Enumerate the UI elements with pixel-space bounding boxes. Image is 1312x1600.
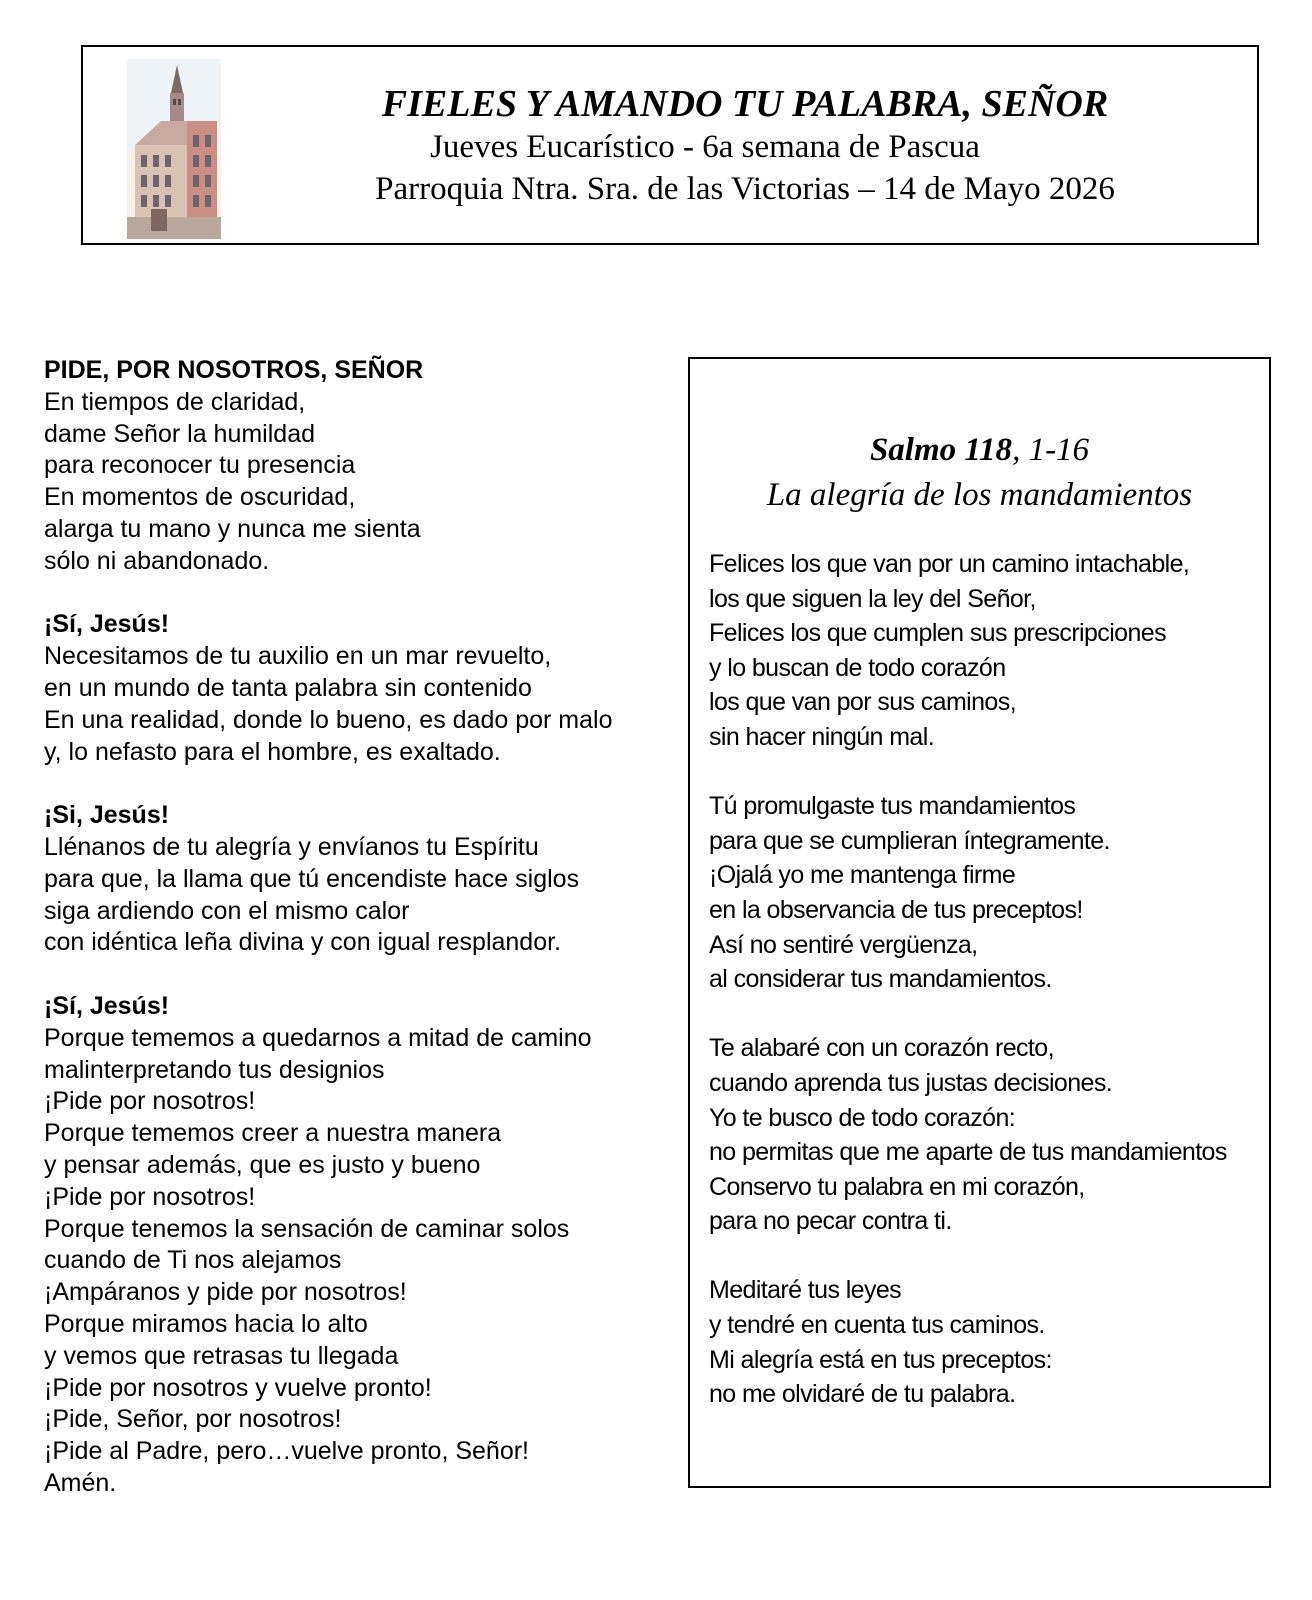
prayer-title: PIDE, POR NOSOTROS, SEÑOR [44,356,424,384]
prayer-line: dame Señor la humildad [44,419,315,448]
psalm-reference: , 1-16 [1012,432,1090,468]
prayer-line: malinterpretando tus designios [44,1055,385,1084]
psalm-line: ¡Ojalá yo me mantenga firme [709,861,1016,890]
prayer-line: ¡Pide al Padre, pero…vuelve pronto, Señor! [44,1437,529,1466]
psalm-line: Felices los que cumplen sus prescripciones [709,619,1166,648]
prayer-line: Necesitamos de tu auxilio en un mar revuelto, [44,642,552,671]
psalm-stanza [709,1273,1269,1411]
psalm-line: Conservo tu palabra en mi corazón, [709,1172,1085,1201]
page-title: FIELES Y AMANDO TU PALABRA, SEÑOR [381,83,1109,125]
psalm-line: los que siguen la ley del Señor, [709,584,1036,613]
stanza-heading: ¡Sí, Jesús! [44,991,170,1020]
prayer-line: y vemos que retrasas tu llegada [44,1341,399,1370]
psalm-title [690,429,1269,471]
psalm-box [688,357,1271,1488]
header-parish-date: Parroquia Ntra. Sra. de las Victorias – 14 de Mayo 2026 [375,171,1115,207]
prayer-line: y, lo nefasto para el hombre, es exaltado. [44,737,501,766]
prayer-line: Porque tememos creer a nuestra manera [44,1119,502,1148]
psalm-line: Yo te busco de todo corazón: [709,1103,1016,1132]
psalm-line: Así no sentiré vergüenza, [709,930,978,959]
psalm-line: al considerar tus mandamientos. [709,965,1052,994]
psalm-stanza [709,789,1269,997]
psalm-line: para no pecar contra ti. [709,1207,952,1236]
psalm-line: Mi alegría está en tus preceptos: [709,1345,1052,1374]
prayer-line: cuando de Ti nos alejamos [44,1246,342,1275]
psalm-line: sin hacer ningún mal. [709,722,935,751]
psalm-body [709,547,1269,1446]
stanza-heading: ¡Si, Jesús! [44,801,170,830]
prayer-line: sólo ni abandonado. [44,546,270,575]
prayer-line: Amén. [44,1468,117,1497]
prayer-line: En momentos de oscuridad, [44,483,356,512]
psalm-line: cuando aprenda tus justas decisiones. [709,1068,1113,1097]
prayer-line: ¡Ampáranos y pide por nosotros! [44,1278,407,1307]
prayer-line: y pensar además, que es justo y bueno [44,1150,481,1179]
psalm-name: Salmo 118 [869,432,1013,468]
prayer-line: con idéntica leña divina y con igual resplandor. [44,928,562,957]
prayer-line: ¡Pide, Señor, por nosotros! [44,1405,342,1434]
stanza-heading: ¡Sí, Jesús! [44,610,170,639]
psalm-line: no me olvidaré de tu palabra. [709,1380,1016,1409]
psalm-line: Te alabaré con un corazón recto, [709,1034,1054,1063]
prayer-stanza [44,991,684,1500]
prayer-line: para que, la llama que tú encendiste hace siglos [44,864,580,893]
psalm-line: Meditaré tus leyes [709,1276,902,1305]
psalm-line: no permitas que me aparte de tus mandamientos [709,1138,1227,1167]
prayer-stanza [44,800,684,959]
header-subtitle: Jueves Eucarístico - 6a semana de Pascua [430,129,980,165]
psalm-line: y lo buscan de todo corazón [709,653,1006,682]
psalm-line: para que se cumplieran íntegramente. [709,826,1110,855]
psalm-stanza [709,547,1269,755]
psalm-line: los que van por sus caminos, [709,688,1016,717]
psalm-line: en la observancia de tus preceptos! [709,895,1083,924]
prayer-line: Llénanos de tu alegría y envíanos tu Espíritu [44,832,539,861]
prayer-line: Porque tememos a quedarnos a mitad de camino [44,1023,592,1052]
header-text [243,82,1247,210]
psalm-subtitle: La alegría de los mandamientos [766,477,1193,513]
prayer-line: ¡Pide por nosotros! [44,1182,256,1211]
prayer-stanza [44,609,684,768]
prayer-line: ¡Pide por nosotros y vuelve pronto! [44,1373,432,1402]
prayer-line: Porque miramos hacia lo alto [44,1309,368,1338]
prayer-line: ¡Pide por nosotros! [44,1087,256,1116]
header-box [81,45,1259,245]
prayer-stanza [44,355,684,578]
prayer-line: En tiempos de claridad, [44,387,306,416]
prayer-line: en un mundo de tanta palabra sin contenido [44,673,532,702]
prayer-line: Porque tenemos la sensación de caminar solos [44,1214,570,1243]
psalm-line: Tú promulgaste tus mandamientos [709,792,1076,821]
psalm-stanza [709,1031,1269,1239]
prayer-line: para reconocer tu presencia [44,451,356,480]
psalm-line: Felices los que van por un camino intachable, [709,550,1190,578]
prayer-line: En una realidad, donde lo bueno, es dado por malo [44,705,613,734]
prayer-column [44,355,684,1531]
psalm-line: y tendré en cuenta tus caminos. [709,1311,1045,1340]
prayer-line: alarga tu mano y nunca me sienta [44,514,421,543]
prayer-line: siga ardiendo con el mismo calor [44,896,410,925]
